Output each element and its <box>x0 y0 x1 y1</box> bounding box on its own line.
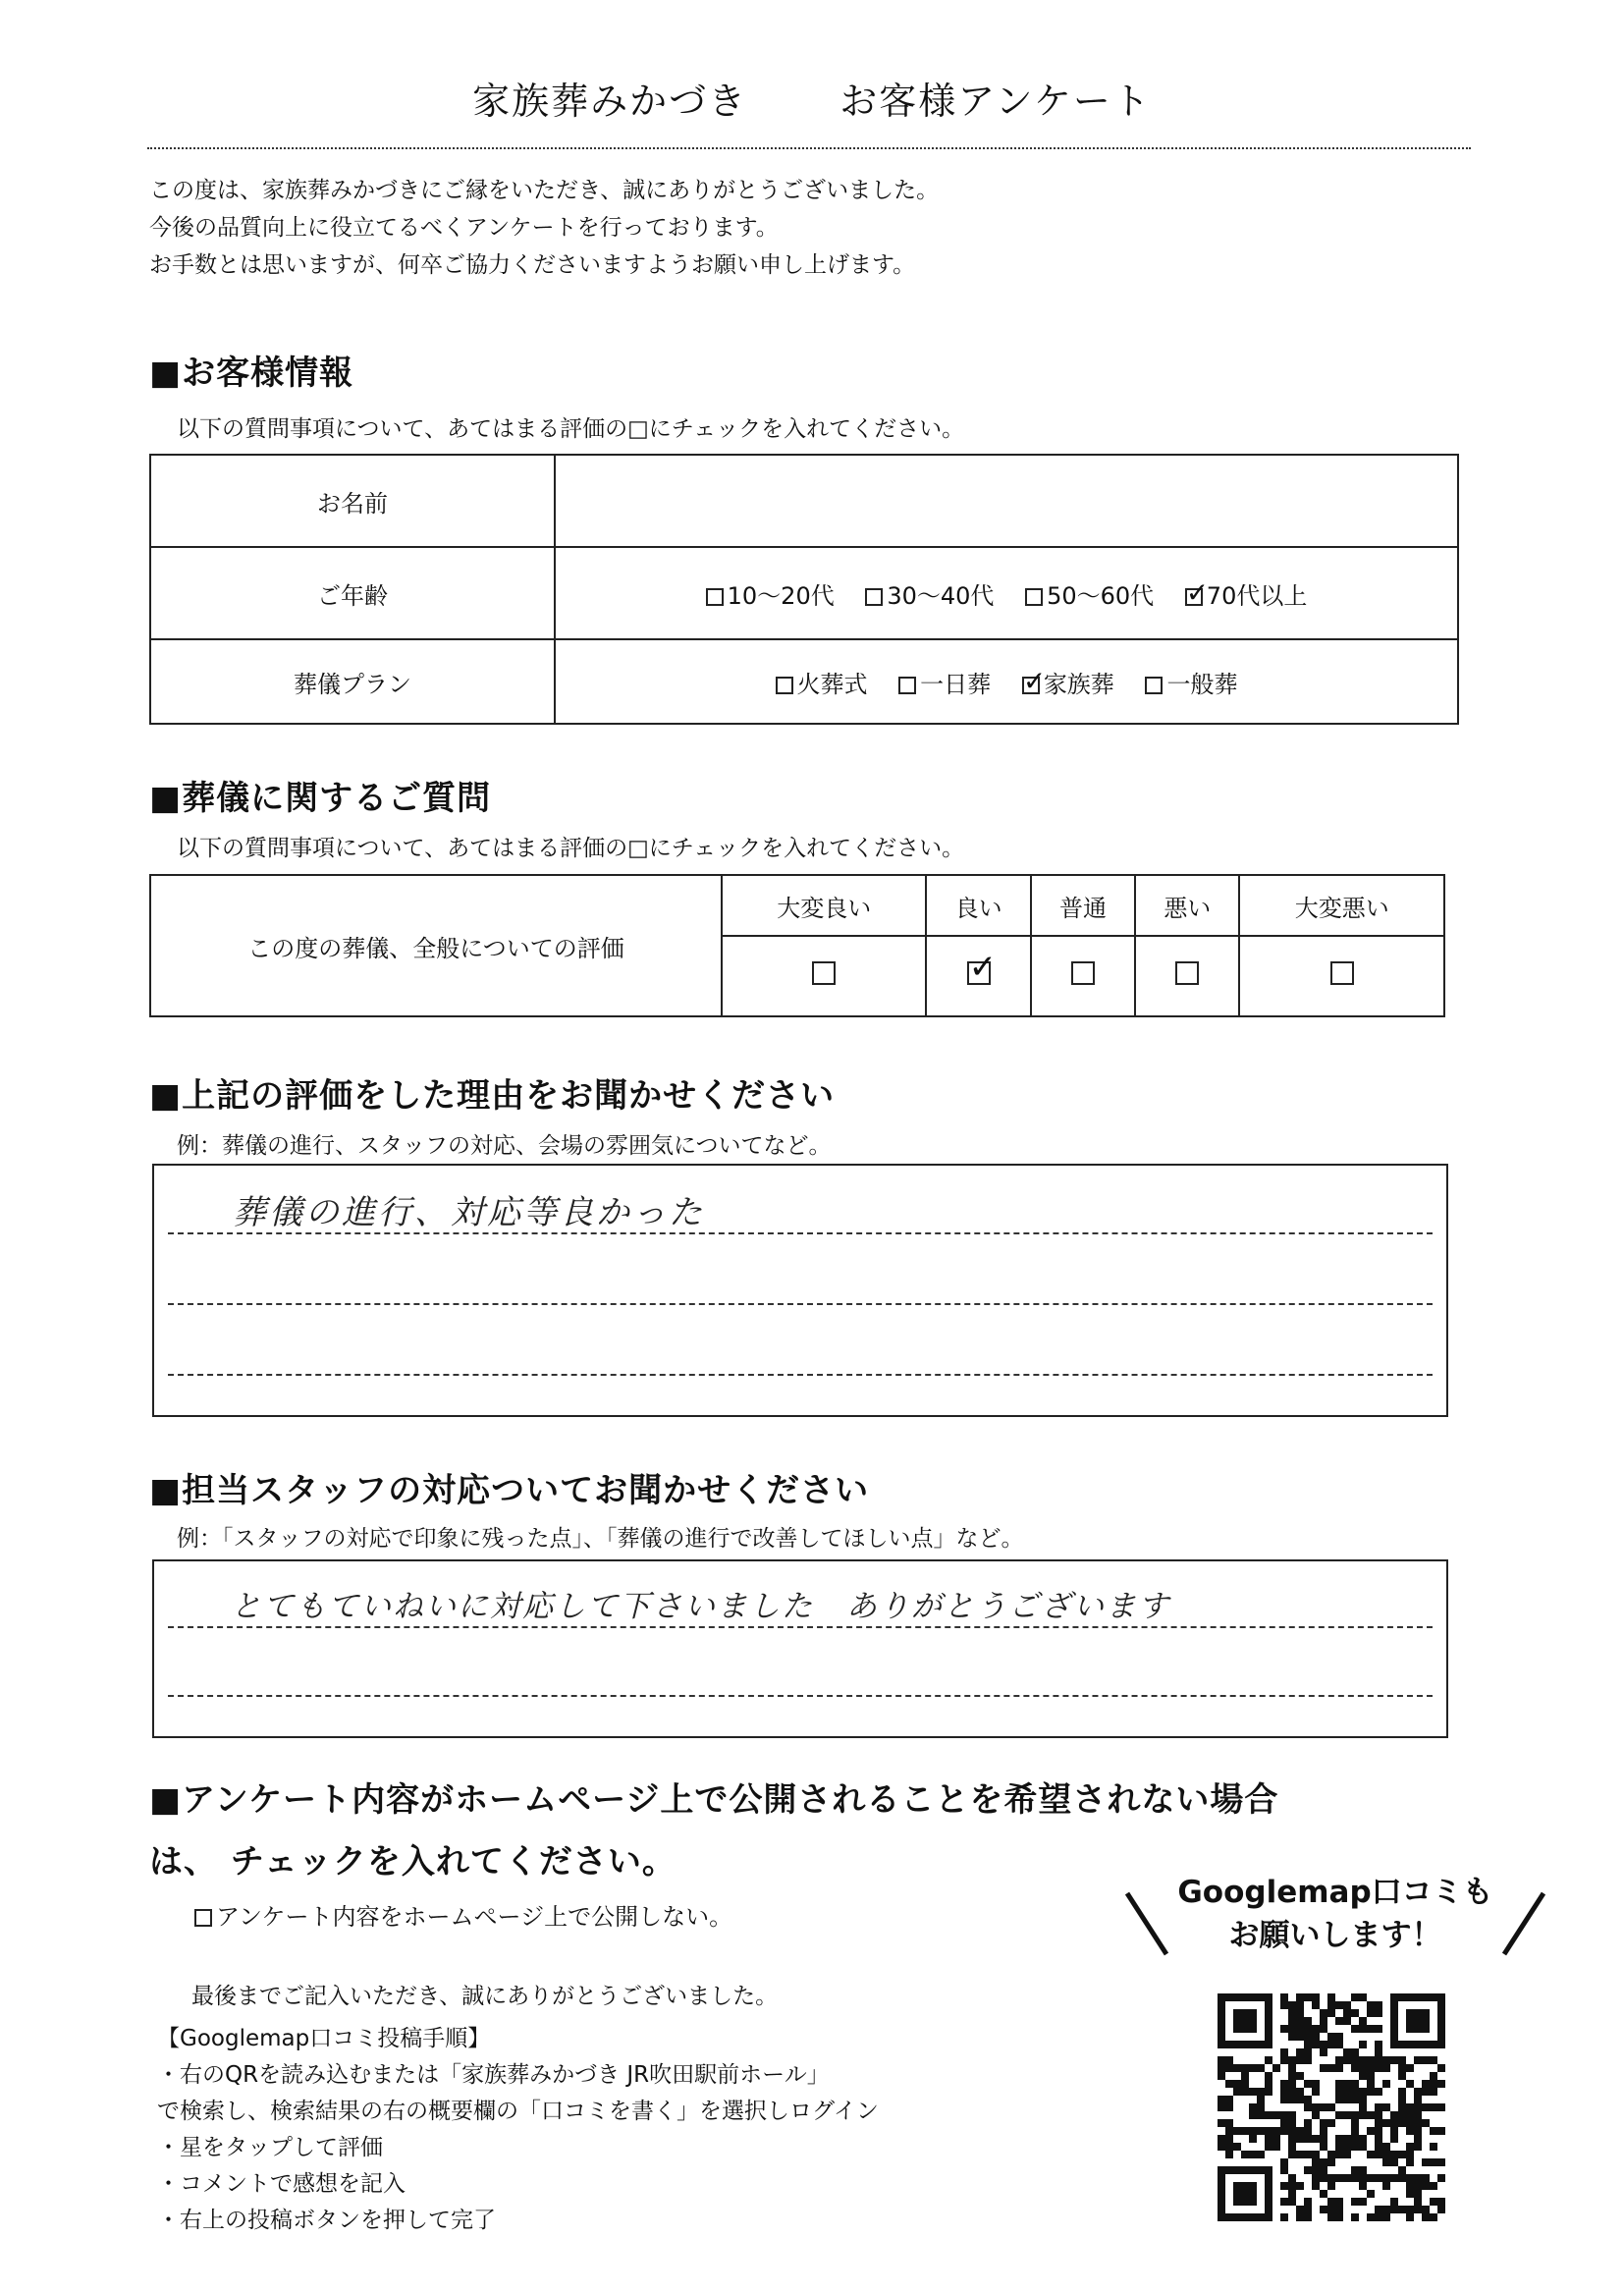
publish-heading-line1: ■アンケート内容がホームページ上で公開されることを希望されない場合 <box>149 1780 1279 1820</box>
age-options <box>555 547 1458 639</box>
rating-header: 良い <box>926 875 1030 936</box>
plan-option-cremation[interactable]: 火葬式 <box>776 665 868 699</box>
age-label: ご年齢 <box>150 547 555 639</box>
staff-heading: ■担当スタッフの対応ついてお聞かせください <box>149 1471 870 1510</box>
rating-cell <box>1135 936 1239 1016</box>
answer-line <box>168 1695 1433 1697</box>
checkbox[interactable] <box>898 677 916 694</box>
googlemap-callout-line2: お願いします！ <box>1228 1918 1442 1953</box>
plan-option-general[interactable]: 一般葬 <box>1145 665 1237 699</box>
guide-step: ・右のQRを読み込むまたは「家族葬みかづき JR吹田駅前ホール」 <box>157 2062 830 2088</box>
name-field[interactable] <box>555 455 1458 547</box>
publish-option[interactable] <box>194 1897 732 1932</box>
rating-cell <box>926 936 1030 1016</box>
rating-checkbox[interactable] <box>1071 961 1095 985</box>
checkbox[interactable] <box>1025 588 1043 606</box>
plan-option-family[interactable]: ✓ 家族葬 <box>1022 665 1114 699</box>
rating-checkbox[interactable] <box>1330 961 1354 985</box>
publish-heading-line2: は、 チェックを入れてください。 <box>149 1842 677 1882</box>
rating-cell <box>1239 936 1444 1016</box>
intro-text <box>149 172 939 284</box>
rating-header: 悪い <box>1135 875 1239 936</box>
intro-line: この度は、家族葬みかづきにご縁をいただき、誠にありがとうございました。 <box>149 178 940 203</box>
funeral-instruction: 以下の質問事項について、あてはまる評価の□にチェックを入れてください。 <box>177 836 965 861</box>
rating-table <box>149 874 1445 1017</box>
plan-options <box>555 639 1458 724</box>
name-label: お名前 <box>150 455 555 547</box>
closing-text: 最後までご記入いただき、誠にありがとうございました。 <box>191 1984 779 2009</box>
guide-title: 【Googlemap口コミ投稿手順】 <box>157 2026 491 2051</box>
reason-answer: 葬儀の進行、対応等良かった <box>233 1193 705 1232</box>
survey-title: お客様アンケート <box>839 80 1152 123</box>
callout-accent-lines <box>1119 1885 1551 1964</box>
customer-instruction: 以下の質問事項について、あてはまる評価の□にチェックを入れてください。 <box>177 416 965 442</box>
checkbox[interactable] <box>1145 677 1163 694</box>
rating-checkbox[interactable] <box>1175 961 1199 985</box>
rating-header: 普通 <box>1031 875 1135 936</box>
rating-header: 大変悪い <box>1239 875 1444 936</box>
checkbox-checked[interactable] <box>1022 677 1040 694</box>
age-option-10-20[interactable]: 10〜20代 <box>706 576 835 611</box>
age-option-30-40[interactable]: 30〜40代 <box>865 576 994 611</box>
checkbox-checked[interactable] <box>1185 588 1203 606</box>
reason-heading: ■上記の評価をした理由をお聞かせください <box>149 1076 836 1116</box>
answer-line <box>168 1303 1433 1305</box>
customer-info-table <box>149 454 1459 725</box>
publish-option-label: アンケート内容をホームページ上で公開しない。 <box>216 1903 733 1931</box>
intro-line: お手数とは思いますが、何卒ご協力くださいますようお願い申し上げます。 <box>149 252 916 278</box>
guide-step: で検索し、検索結果の右の概要欄の「口コミを書く」を選択しログイン <box>157 2099 879 2124</box>
guide-step: ・コメントで感想を記入 <box>157 2171 406 2197</box>
answer-line <box>168 1232 1433 1234</box>
intro-line: 今後の品質向上に役立てるべくアンケートを行っております。 <box>149 215 779 241</box>
answer-line <box>168 1626 1433 1628</box>
rating-cell <box>722 936 926 1016</box>
staff-example: 例：「スタッフの対応で印象に残った点」、「葬儀の進行で改善してほしい点」など。 <box>177 1526 1024 1552</box>
staff-answer: とてもていねいに対応して下さいました ありがとうございます <box>231 1589 1170 1624</box>
reason-answer-box[interactable] <box>152 1164 1448 1417</box>
company-name: 家族葬みかづき <box>472 80 748 123</box>
checkbox[interactable] <box>706 588 724 606</box>
checkbox[interactable] <box>776 677 793 694</box>
rating-question: この度の葬儀、全般についての評価 <box>150 875 722 1016</box>
customer-info-heading: ■お客様情報 <box>149 354 354 393</box>
checkbox[interactable] <box>865 588 883 606</box>
age-option-50-60[interactable]: 50〜60代 <box>1025 576 1154 611</box>
page-title <box>0 71 1624 125</box>
staff-answer-box[interactable] <box>152 1559 1448 1738</box>
plan-option-one-day[interactable]: 一日葬 <box>898 665 991 699</box>
qr-code-icon[interactable] <box>1218 1993 1445 2221</box>
answer-line <box>168 1374 1433 1376</box>
plan-label: 葬儀プラン <box>150 639 555 724</box>
guide-step: ・右上の投稿ボタンを押して完了 <box>157 2208 496 2233</box>
rating-checkbox-checked[interactable] <box>967 961 991 985</box>
rating-checkbox[interactable] <box>812 961 836 985</box>
rating-header: 大変良い <box>722 875 926 936</box>
publish-checkbox[interactable] <box>194 1909 212 1927</box>
googlemap-callout-line1: Googlemap口コミも <box>1177 1875 1493 1910</box>
googlemap-guide <box>157 2021 879 2239</box>
funeral-heading: ■葬儀に関するご質問 <box>149 779 492 818</box>
reason-example: 例：葬儀の進行、スタッフの対応、会場の雰囲気についてなど。 <box>177 1133 832 1159</box>
guide-step: ・星をタップして評価 <box>157 2135 383 2160</box>
rating-cell <box>1031 936 1135 1016</box>
title-divider <box>147 147 1471 149</box>
age-option-70-plus[interactable]: ✓ 70代以上 <box>1185 576 1308 611</box>
